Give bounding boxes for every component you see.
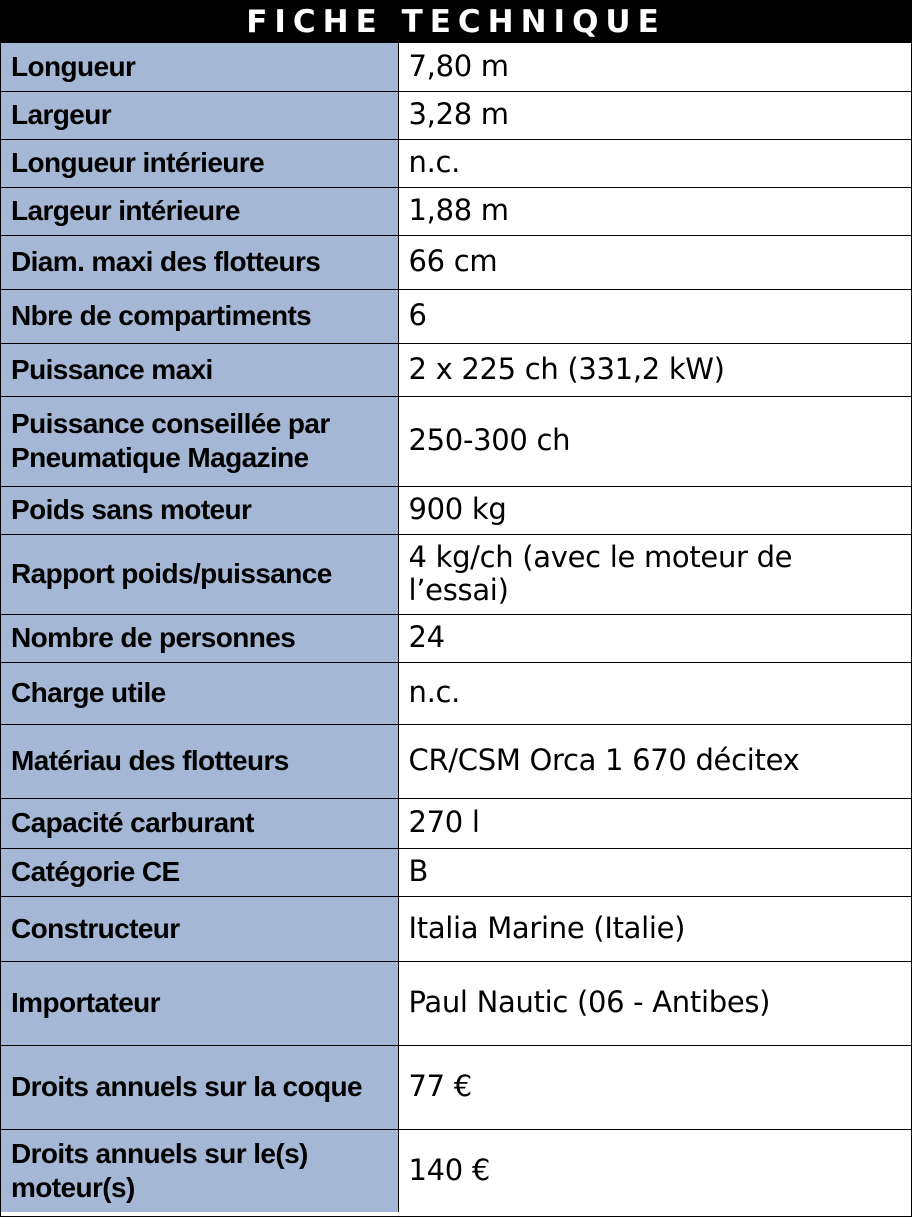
row-value: Italia Marine (Italie) [398, 896, 911, 961]
row-value: n.c. [398, 662, 911, 724]
row-value: B [398, 848, 911, 896]
row-label: Nbre de compartiments [1, 289, 398, 343]
table-row [1, 289, 911, 343]
table-row [1, 614, 911, 662]
row-label: Droits annuels sur la coque [1, 1045, 398, 1129]
row-label: Catégorie CE [1, 848, 398, 896]
row-value: 2 x 225 ch (331,2 kW) [398, 343, 911, 396]
row-value: 3,28 m [398, 91, 911, 139]
row-value: 250-300 ch [398, 396, 911, 486]
table-row [1, 1129, 911, 1212]
table-row [1, 139, 911, 187]
table-row [1, 961, 911, 1045]
row-value: 4 kg/ch (avec le moteur de l’essai) [398, 534, 911, 614]
row-value: 6 [398, 289, 911, 343]
row-label: Puissance maxi [1, 343, 398, 396]
row-value: CR/CSM Orca 1 670 décitex [398, 724, 911, 798]
table-row [1, 396, 911, 486]
table-row [1, 1045, 911, 1129]
table-row [1, 235, 911, 289]
row-label: Matériau des flotteurs [1, 724, 398, 798]
row-label: Longueur intérieure [1, 139, 398, 187]
row-value: 900 kg [398, 486, 911, 534]
table-row [1, 534, 911, 614]
row-value: 77 € [398, 1045, 911, 1129]
row-label: Poids sans moteur [1, 486, 398, 534]
table-row [1, 343, 911, 396]
table-row [1, 724, 911, 798]
row-value: 140 € [398, 1129, 911, 1212]
row-label: Charge utile [1, 662, 398, 724]
row-label: Puissance conseillée par Pneumatique Magazine [1, 396, 398, 486]
row-label: Largeur intérieure [1, 187, 398, 235]
table-row [1, 187, 911, 235]
table-row [1, 486, 911, 534]
row-value: 24 [398, 614, 911, 662]
table-row [1, 798, 911, 848]
row-label: Largeur [1, 91, 398, 139]
table-row [1, 896, 911, 961]
table-row [1, 848, 911, 896]
row-label: Rapport poids/puissance [1, 534, 398, 614]
row-value: n.c. [398, 139, 911, 187]
row-label: Capacité carburant [1, 798, 398, 848]
row-value: Paul Nautic (06 - Antibes) [398, 961, 911, 1045]
row-label: Nombre de personnes [1, 614, 398, 662]
row-label: Droits annuels sur le(s) moteur(s) [1, 1129, 398, 1212]
row-value: 270 l [398, 798, 911, 848]
row-label: Diam. maxi des flotteurs [1, 235, 398, 289]
row-value: 1,88 m [398, 187, 911, 235]
spec-table [1, 43, 911, 1212]
row-value: 66 cm [398, 235, 911, 289]
row-label: Constructeur [1, 896, 398, 961]
row-label: Importateur [1, 961, 398, 1045]
row-value: 7,80 m [398, 43, 911, 91]
row-label: Longueur [1, 43, 398, 91]
table-row [1, 91, 911, 139]
table-row [1, 662, 911, 724]
table-row [1, 43, 911, 91]
sheet-title: FICHE TECHNIQUE [1, 1, 911, 43]
